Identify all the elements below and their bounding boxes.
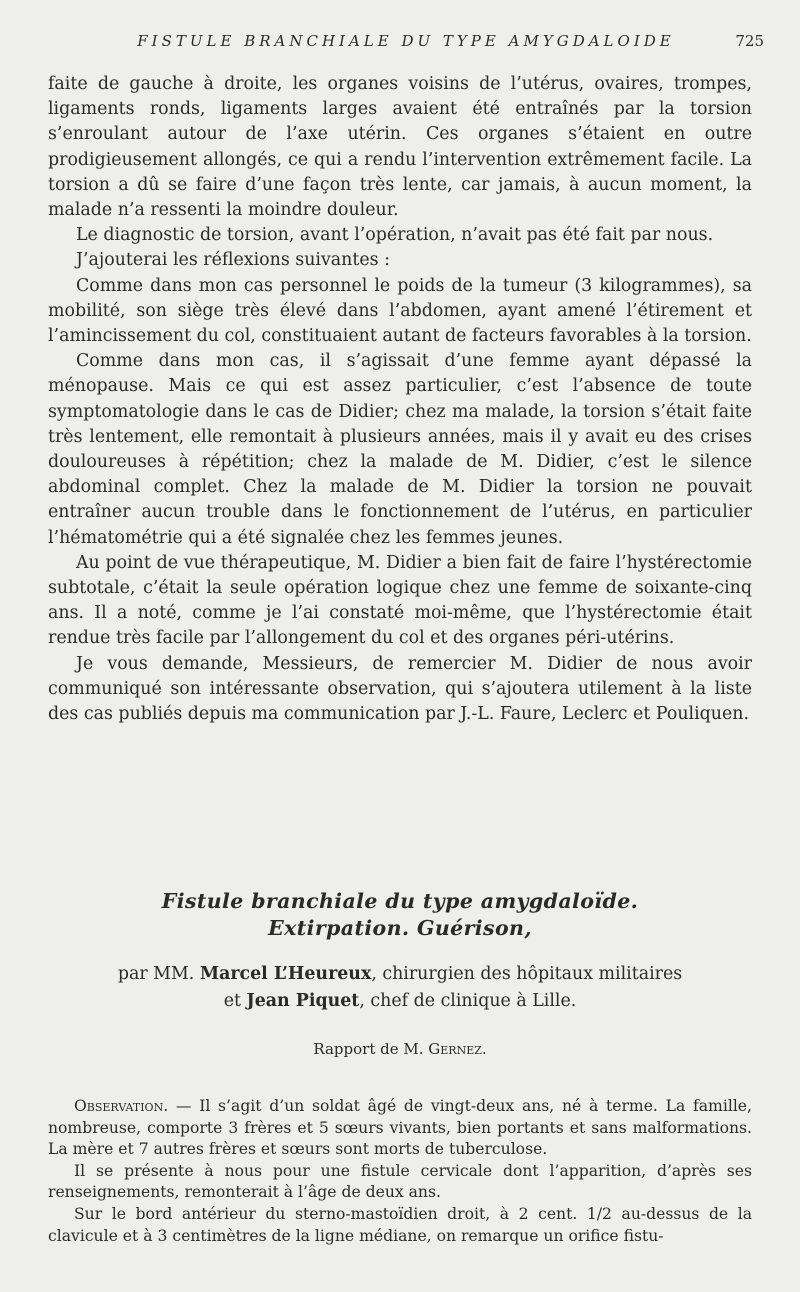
section-title-line: Fistule branchiale du type amygdaloïde. (161, 889, 639, 913)
paragraph: faite de gauche à droite, les organes voisins de l’utérus, ovaires, trompes, ligaments ronds, ligaments larges avaient été entraînés par la torsion s’enroulant autour de l’axe utérin. Ces organes s’étaient en outre prodigieusement allongés, ce qui a rendu l’intervention extrêmement facile. La torsion a dû se faire d’une façon très lente, car jamais, à aucun moment, la malade n’a ressenti la moindre douleur. (48, 74, 752, 221)
report-prefix: Rapport de M. (313, 1040, 424, 1058)
author-name: Jean Piquet (246, 991, 360, 1011)
author-name: Marcel L’Heureux (199, 964, 372, 984)
observation-text (48, 1096, 752, 1247)
section-title-line: Extirpation. Guérison, (268, 916, 532, 940)
paragraph: Comme dans mon cas personnel le poids de la tumeur (3 kilogrammes), sa mobilité, son siège très élevé dans l’abdomen, ayant amené l’étirement et l’amincissement du col, constituaient autant de facteurs favorables à la torsion. (48, 275, 752, 347)
running-header (48, 32, 764, 54)
author-role: , chirurgien des hôpitaux militaires (371, 964, 683, 984)
paragraph: Comme dans mon cas, il s’agissait d’une femme ayant dépassé la ménopause. Mais ce qui est assez particulier, c’est l’absence de toute symptomatologie dans le cas de Didier; chez ma malade, la torsion s’était faite très lentement, elle remontait à plusieurs années, mais il y avait eu des crises douloureuses à répétition; chez la malade de M. Didier, c’est le silence abdominal complet. Chez la malade de M. Didier la torsion ne pouvait entraîner aucun trouble dans le fonctionnement de l’utérus, en particulier l’hématométrie qui a été signalée chez les femmes jeunes. (48, 351, 752, 548)
authors-line (48, 988, 752, 1015)
authors-line (48, 961, 752, 988)
report-author: Gernez. (428, 1040, 487, 1058)
authors-prefix: par MM. (117, 964, 195, 984)
paragraph (48, 1096, 752, 1161)
authors (48, 961, 752, 1015)
paragraph: Au point de vue thérapeutique, M. Didier a bien fait de faire l’hystérectomie subtotale, c’était la seule opération logique chez une femme de soixante-cinq ans. Il a noté, comme je l’ai constaté moi-même, que l’hystérectomie était rendue très facile par l’allongement du col et des organes péri-utérins. (48, 552, 752, 649)
running-title: FISTULE BRANCHIALE DU TYPE AMYGDALOIDE (137, 32, 675, 50)
report-line (48, 1040, 752, 1058)
observation-text-run: — Il s’agit d’un soldat âgé de vingt-deux ans, né à terme. La famille, nombreuse, comporte 3 frères et 5 sœurs vivants, bien portants et sans malformations. La mère et 7 autres frères et sœurs sont morts de tuberculose. (48, 1097, 752, 1159)
authors-connector: et (223, 991, 241, 1011)
paragraph: Il se présente à nous pour une fistule cervicale dont l’apparition, d’après ses renseignements, remonterait à l’âge de deux ans. (48, 1161, 752, 1202)
paragraph: Sur le bord antérieur du sterno-mastoïdien droit, à 2 cent. 1/2 au-dessus de la clavicule et à 3 centimètres de la ligne médiane, on remarque un orifice fistu- (48, 1204, 752, 1245)
section-title (48, 888, 752, 942)
observation-label: Observation. (74, 1097, 169, 1115)
paragraph: J’ajouterai les réflexions suivantes : (76, 250, 390, 271)
paragraph: Le diagnostic de torsion, avant l’opération, n’avait pas été fait par nous. (76, 225, 714, 246)
body-text (48, 72, 752, 727)
paragraph: Je vous demande, Messieurs, de remercier M. Didier de nous avoir communiqué son intéressante observation, qui s’ajoutera utilement à la liste des cas publiés depuis ma communication par J.-L. Faure, Leclerc et Pouliquen. (48, 653, 752, 725)
author-role: , chef de clinique à Lille. (359, 991, 577, 1011)
page-number: 725 (735, 32, 764, 50)
